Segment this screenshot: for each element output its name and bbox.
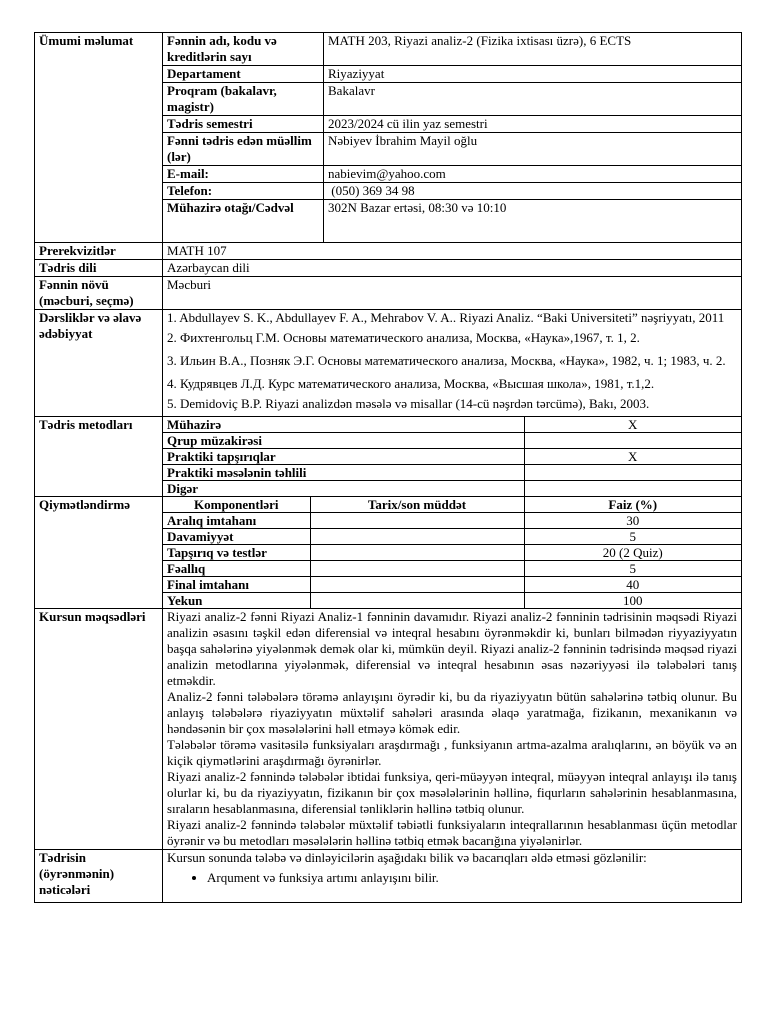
literature-item: 1. Abdullayev S. K., Abdullayev F. A., Mehrabov V. A.. Riyazi Analiz. “Baki Universiteti” nəşriyyatı, 2011: [167, 310, 725, 325]
teaching-methods-cell: [163, 417, 742, 497]
assessment-date: [310, 529, 524, 545]
assessment-component: Yekun: [163, 593, 310, 609]
objectives-paragraph: Tələbələr törəmə vasitəsilə funksiyaları araşdırmağı , funksiyanın artma-azalma aralıqlarını, ən böyük və ən kiçik qiymətlərini araşdırmağı öyrənirlər.: [167, 737, 737, 768]
assessment-percent: 5: [524, 561, 741, 577]
assessment-component: Tapşırıq və testlər: [163, 545, 310, 561]
method-mark: [524, 481, 741, 497]
outcome-item: • Arqument və funksiya artımı anlayışını bilir.: [207, 870, 737, 886]
literature-item: 5. Demidoviç B.P. Riyazi analizdən məsələ və misallar (14-cü nəşrdən tərcümə), Bakı, 2003.: [167, 396, 650, 411]
semester-label: Tədris semestri: [163, 116, 324, 133]
objectives-paragraph: Analiz-2 fənni tələbələrə törəmə anlayışını öyrədir ki, bu da riyaziyyatın bütün sahələrinə tətbiq olunur. Bu anlayış tələbələrə riyaziyyatın müxtəlif sahələri arasında əlaqə yaratmağa, fizikanın, mexanikanın və həndəsənin bir çox məsələlərini həll etməyə kömək edir.: [167, 689, 737, 736]
assessment-date: [310, 545, 524, 561]
assessment-row: [163, 545, 741, 561]
assessment-header-component: Komponentləri: [163, 497, 310, 513]
method-name: Praktiki tapşırıqlar: [163, 449, 524, 465]
outcomes-label: Tədrisin (öyrənmənin) nəticələri: [35, 850, 163, 903]
literature-item: 2. Фихтенгольц Г.М. Основы математического анализа, Москва, «Наука»,1967, т. 1, 2.: [167, 330, 640, 345]
assessment-row: [163, 529, 741, 545]
prerequisites-label: Prerekvizitlər: [35, 243, 163, 260]
course-type-label: Fənnin növü (məcburi, seçmə): [35, 277, 163, 310]
outcomes-list: [167, 870, 737, 886]
prerequisites-value: MATH 107: [163, 243, 742, 260]
outcomes-intro: Kursun sonunda tələbə və dinləyicilərin aşağıdakı bilik və bacarıqları əldə etməsi gözlənilir:: [167, 850, 647, 865]
course-name-label: Fənnin adı, kodu və kreditlərin sayı: [163, 33, 324, 66]
assessment-header-row: [163, 497, 741, 513]
objectives-label: Kursun məqsədləri: [35, 609, 163, 850]
language-label: Tədris dili: [35, 260, 163, 277]
program-value: Bakalavr: [324, 83, 742, 116]
assessment-row: [163, 577, 741, 593]
syllabus-table: [34, 32, 742, 903]
assessment-row: [163, 593, 741, 609]
phone-value: (050) 369 34 98: [324, 183, 742, 200]
literature-item: 4. Кудрявцев Л.Д. Курс математического анализа, Москва, «Высшая школа», 1981, т.1,2.: [167, 376, 655, 391]
assessment-component: Davamiyyət: [163, 529, 310, 545]
assessment-percent: 100: [524, 593, 741, 609]
course-name-value: MATH 203, Riyazi analiz-2 (Fizika ixtisası üzrə), 6 ECTS: [324, 33, 742, 66]
assessment-percent: 30: [524, 513, 741, 529]
teaching-methods-label: Tədris metodları: [35, 417, 163, 497]
room-schedule-label: Mühazirə otağı/Cədvəl: [163, 200, 324, 243]
objectives-paragraph: Riyazi analiz-2 fənnində tələbələr müxtəlif təbiətli funksiyaların inteqrallarının hesablanması üçün metodlar öyrənir və bu metodları məsələlərin həllinə tətbiq etmək bacarığına yiyələnirlər.: [167, 817, 737, 848]
room-schedule-value: 302N Bazar ertəsi, 08:30 və 10:10: [324, 200, 742, 243]
assessment-table: [163, 497, 741, 608]
method-mark: [524, 465, 741, 481]
teacher-label: Fənni tədris edən müəllim (lər): [163, 133, 324, 166]
assessment-component: Final imtahanı: [163, 577, 310, 593]
method-row: [163, 481, 741, 497]
department-value: Riyaziyyat: [324, 66, 742, 83]
assessment-date: [310, 513, 524, 529]
method-name: Digər: [163, 481, 524, 497]
semester-value: 2023/2024 cü ilin yaz semestri: [324, 116, 742, 133]
course-type-value: Məcburi: [163, 277, 742, 310]
assessment-date: [310, 593, 524, 609]
literature-list: [163, 310, 742, 417]
outcomes-cell: [163, 850, 742, 903]
method-row: [163, 433, 741, 449]
method-mark: X: [524, 449, 741, 465]
method-row: [163, 417, 741, 433]
literature-label: Dərsliklər və əlavə ədəbiyyat: [35, 310, 163, 417]
method-name: Mühazirə: [163, 417, 524, 433]
assessment-percent: 5: [524, 529, 741, 545]
objectives-paragraph: Riyazi analiz-2 fənnində tələbələr ibtidai funksiya, qeri-müəyyən inteqral, müəyyən inteqral anlayışı ilə tanış olurlar ki, bu da riyaziyyatın, fizikanın bir çox məsələlərinin həllinə, fiqurların sahələrinin hesablanmasına, sıraların hesablanmasına, diferensial tənliklərin həllinə tətbiq olunur.: [167, 769, 737, 816]
assessment-percent: 20 (2 Quiz): [524, 545, 741, 561]
method-mark: [524, 433, 741, 449]
department-label: Departament: [163, 66, 324, 83]
method-row: [163, 449, 741, 465]
objectives-text: [163, 609, 742, 850]
assessment-cell: [163, 497, 742, 609]
assessment-row: [163, 561, 741, 577]
method-row: [163, 465, 741, 481]
assessment-label: Qiymətləndirmə: [35, 497, 163, 609]
assessment-header-date: Tarix/son müddət: [310, 497, 524, 513]
program-label: Proqram (bakalavr, magistr): [163, 83, 324, 116]
method-name: Qrup müzakirəsi: [163, 433, 524, 449]
general-info-label: Ümumi məlumat: [35, 33, 163, 243]
assessment-date: [310, 577, 524, 593]
phone-label: Telefon:: [163, 183, 324, 200]
method-name: Praktiki məsələnin təhlili: [163, 465, 524, 481]
assessment-percent: 40: [524, 577, 741, 593]
language-value: Azərbaycan dili: [163, 260, 742, 277]
teacher-value: Nəbiyev İbrahim Mayil oğlu: [324, 133, 742, 166]
assessment-component: Aralıq imtahanı: [163, 513, 310, 529]
assessment-row: [163, 513, 741, 529]
email-value[interactable]: nabievim@yahoo.com: [324, 166, 742, 183]
teaching-methods-table: [163, 417, 741, 496]
email-label: E-mail:: [163, 166, 324, 183]
objectives-paragraph: Riyazi analiz-2 fənni Riyazi Analiz-1 fənninin davamıdır. Riyazi analiz-2 fənninin tədrisinin məqsədi Riyazi analizin əsasını təşkil edən diferensial və inteqral hesabını öyrənməkdir ki, bunları bilmədən riyyaziyyatın başqa sahələrinə yiyələnmək demək olar ki, mümkün deyil. Riyazi analiz-2 fənninin tədrisində məqsəd riyazi analizin metodlarına yiyələnmək, diferensial və inteqral hesabının əsas nəzəriyyəsi ilə tələbələri tanış etməkdir.: [167, 609, 737, 688]
assessment-component: Fəallıq: [163, 561, 310, 577]
literature-item: 3. Ильин В.А., Позняк Э.Г. Основы математического анализа, Москва, «Наука», 1982, ч. 1; 1983, ч. 2.: [167, 353, 726, 368]
assessment-date: [310, 561, 524, 577]
assessment-header-percent: Faiz (%): [524, 497, 741, 513]
method-mark: X: [524, 417, 741, 433]
